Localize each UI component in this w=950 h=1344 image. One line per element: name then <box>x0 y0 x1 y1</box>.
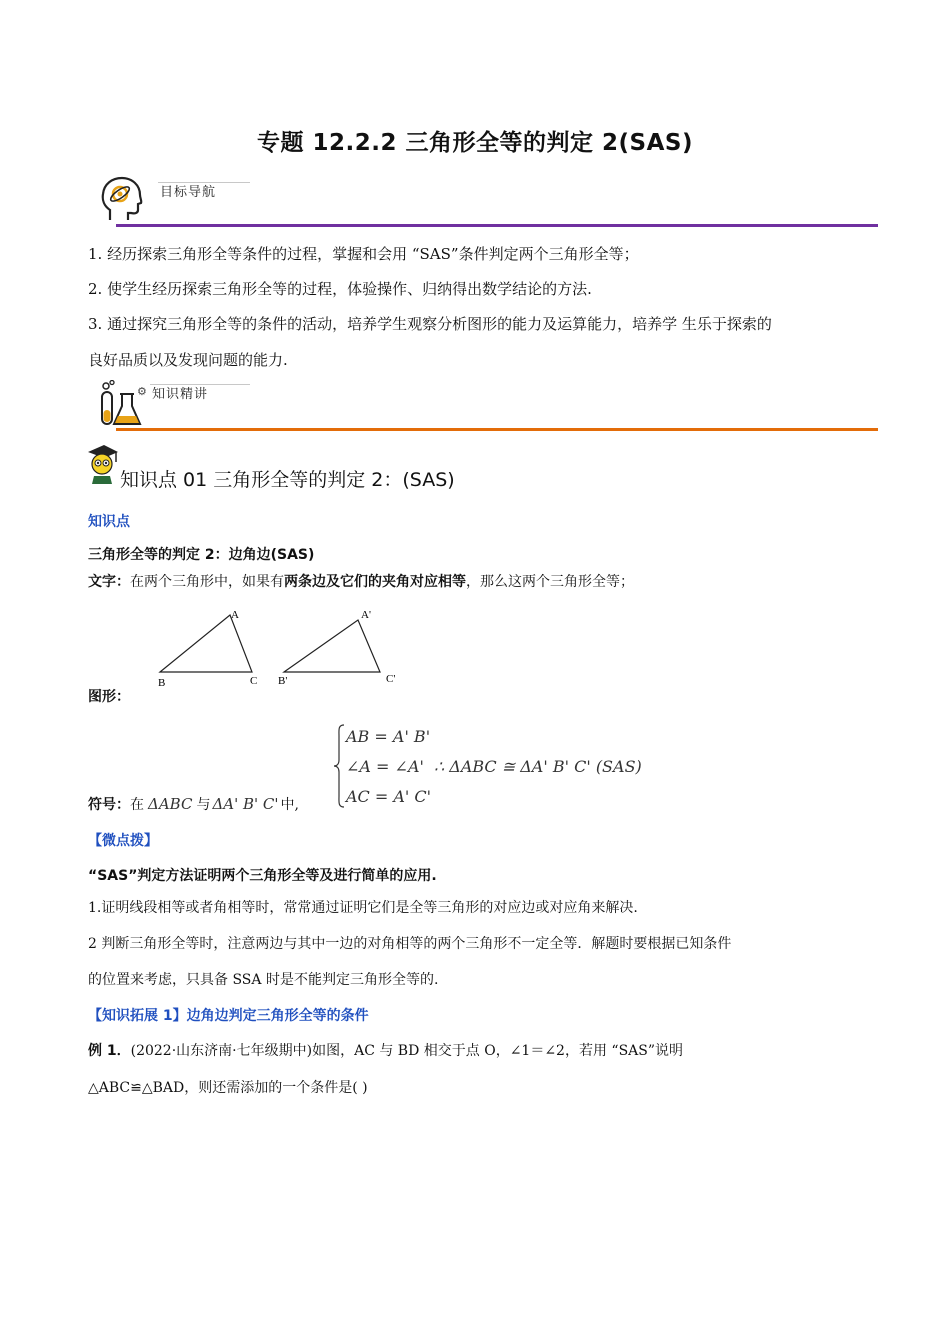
goal-item-3: 3. 通过探究三角形全等的条件的活动，培养学生观察分析图形的能力及运算能力，培养学 生乐于探索的 <box>88 315 772 333</box>
equation-conclusion: ∴ ΔABC ≅ ΔA' B' C' (SAS) <box>434 757 642 776</box>
text-part-b: ，那么这两个三角形全等； <box>466 574 634 590</box>
equation-3: AC = A' C' <box>346 787 432 806</box>
goal-item-2: 2. 使学生经历探索三角形全等的过程，体验操作、归纳得出数学结论的方法. <box>88 280 592 298</box>
goal-divider <box>116 224 878 227</box>
knowledge-point-title: 知识点 01 三角形全等的判定 2：(SAS) <box>120 469 455 491</box>
vertex-a: A <box>231 609 239 621</box>
symbol-mid: 中, <box>280 797 299 813</box>
symbol-abc-prime: ΔA' B' C' <box>212 795 279 813</box>
goal-item-4: 良好品质以及发现问题的能力. <box>88 351 288 369</box>
example-label: 例 1． <box>88 1043 131 1059</box>
symbol-and: 与 <box>196 797 211 813</box>
vertex-c-prime: C' <box>386 673 396 685</box>
text-emphasis: 两条边及它们的夹角对应相等 <box>284 574 466 590</box>
page-title: 专题 12.2.2 三角形全等的判定 2(SAS) <box>257 130 693 156</box>
text-part-a: 在两个三角形中，如果有 <box>130 574 284 590</box>
extension-header: 【知识拓展 1】边角边判定三角形全等的条件 <box>88 1008 369 1024</box>
knowledge-point-label: 知识点 <box>88 514 130 530</box>
tip-header: 【微点拨】 <box>88 833 158 849</box>
knowledge-label-underline <box>150 384 250 385</box>
example-line-1 <box>88 1041 683 1061</box>
knowledge-divider <box>116 428 878 431</box>
symbol-label: 符号： <box>88 797 130 813</box>
goal-section-label: 目标导航 <box>160 185 217 200</box>
scholar-icon <box>84 442 120 486</box>
goal-item-1: 1. 经历探索三角形全等条件的过程，掌握和会用 “SAS”条件判定两个三角形全等； <box>88 245 639 263</box>
triangle-abc <box>160 615 252 672</box>
tip-paragraph-1: 1.证明线段相等或者角相等时，常常通过证明它们是全等三角形的对应边或对应角来解决. <box>88 900 638 916</box>
head-icon <box>100 176 144 222</box>
vertex-b: B <box>158 677 166 689</box>
symbol-line <box>88 794 299 815</box>
vertex-a-prime: A' <box>361 609 371 621</box>
brace <box>333 724 345 808</box>
vertex-c: C <box>250 675 258 687</box>
tip-bold-line: “SAS”判定方法证明两个三角形全等及进行简单的应用. <box>88 868 437 884</box>
symbol-in: 在 <box>130 797 144 813</box>
text-prefix: 文字： <box>88 574 130 590</box>
triangle-a-prime <box>284 620 380 672</box>
goal-label-underline <box>158 182 250 183</box>
vertex-b-prime: B' <box>278 675 288 687</box>
symbol-abc: ΔABC <box>148 795 193 813</box>
knowledge-section-label: 知识精讲 <box>152 387 209 402</box>
figure-label: 图形： <box>88 689 130 705</box>
text-definition <box>88 572 634 592</box>
example-text-1: (2022·山东济南·七年级期中)如图，AC 与 BD 相交于点 O，∠1＝∠2，若用 “SAS”说明 <box>130 1043 684 1059</box>
gear-icon: ⚙ <box>137 385 147 398</box>
equation-1: AB = A' B' <box>346 727 431 746</box>
sas-rule: 三角形全等的判定 2：边角边(SAS) <box>88 547 315 563</box>
example-line-2: △ABC≌△BAD，则还需添加的一个条件是( ) <box>88 1080 368 1096</box>
tip-paragraph-2b: 的位置来考虑，只具备 SSA 时是不能判定三角形全等的. <box>88 972 439 988</box>
triangles-figure <box>150 600 410 692</box>
equation-2: ∠A = ∠A' <box>346 757 424 776</box>
tip-paragraph-2a: 2 判断三角形全等时，注意两边与其中一边的对角相等的两个三角形不一定全等．解题时要根据已知条件 <box>88 936 732 952</box>
